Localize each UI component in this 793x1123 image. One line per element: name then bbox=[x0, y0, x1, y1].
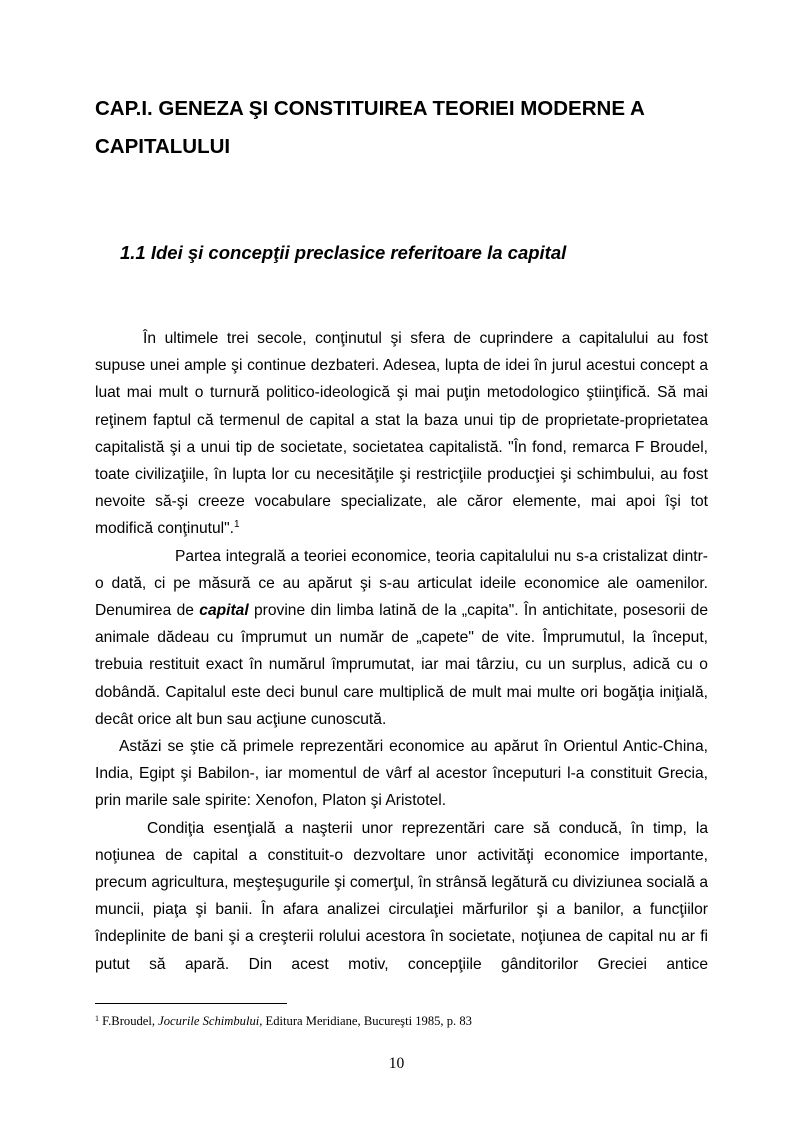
chapter-title-line-1: CAP.I. GENEZA ŞI CONSTITUIREA TEORIEI MODERNE A bbox=[95, 97, 645, 120]
footnote-reference: 1 bbox=[234, 519, 240, 531]
paragraph-2-text-after: provine din limba latină de la „capita". În antichitate, posesorii de animale dădeau cu împrumut un număr de „capete" de vite. Împrumutul, la început, trebuia restituit exact în numărul împrumutat, iar mai târziu, cu un surplus, adică cu o dobândă. Capitalul este deci bunul care multiplică de mult mai multe ori bogăţia iniţială, decât orice alt bun sau acţiune cunoscută. bbox=[95, 602, 709, 728]
paragraph-2 bbox=[95, 543, 708, 733]
footnote-separator bbox=[95, 1003, 287, 1004]
emphasis-capital: capital bbox=[199, 602, 249, 620]
footnote bbox=[95, 1013, 715, 1029]
footnote-publisher: Editura Meridiane, Bucureşti 1985, p. 83 bbox=[262, 1014, 472, 1028]
paragraph-1 bbox=[95, 325, 708, 543]
chapter-title bbox=[95, 90, 715, 166]
page-number: 10 bbox=[388, 1055, 405, 1072]
footnote-number: 1 bbox=[95, 1014, 99, 1023]
footnote-author: F.Broudel, bbox=[102, 1014, 159, 1028]
chapter-title-line-2: CAPITALULUI bbox=[95, 135, 231, 158]
paragraph-4: Condiţia esenţială a naşterii unor reprezentări care să conducă, în timp, la noţiunea de capital a constituit-o dezvoltare unor activităţi economice importante, precum agricultura, meşteşugurile şi comerţul, în strânsă legătură cu diviziunea socială a muncii, piaţa şi banii. În afara analizei circulaţiei mărfurilor şi a banilor, a funcţiilor îndeplinite de bani şi a creşterii rolului acestora în societate, noţiunea de capital nu ar fi putut să apară. Din acest motiv, concepţiile gânditorilor Greciei antice bbox=[95, 819, 708, 973]
section-title: 1.1 Idei şi concepţii preclasice referitoare la capital bbox=[120, 242, 567, 263]
paragraph-2-text-before: Partea integrală a teoriei economice, teoria capitalului nu s-a cristalizat dintr-o dată, ci pe măsură ce au apărut şi s-au articulat ideile economice ale oamenilor. Denumirea de bbox=[95, 547, 708, 620]
paragraph-3: Astăzi se ştie că primele reprezentări economice au apărut în Orientul Antic-China, India, Egipt şi Babilon-, iar momentul de vârf al acestor începuturi l-a constituit Grecia, prin marile sale spirite: Xenofon, Platon şi Aristotel. bbox=[95, 738, 708, 810]
body-text bbox=[95, 325, 708, 978]
paragraph-1-text: În ultimele trei secole, conţinutul şi sfera de cuprindere a capitalului au fost supuse unei ample şi continue dezbateri. Adesea, lupta de idei în jurul acestui concept a luat mai mult o turnură politico-ideologică şi mai puţin metodologico ştiinţifică. Să mai reţinem faptul că termenul de capital a stat la baza unui tip de proprietate-proprietatea capitalistă şi a unui tip de societate, societatea capitalistă. "În fond, remarca F Broudel, toate civilizaţiile, în lupta lor cu necesităţile şi restricţiile producţiei şi schimbului, au fost nevoite să-şi creeze vocabulare specializate, ale căror elemente, mai apoi îşi tot modifică conţinutul". bbox=[95, 330, 708, 538]
footnote-book-title: Jocurile Schimbului, bbox=[158, 1014, 263, 1028]
